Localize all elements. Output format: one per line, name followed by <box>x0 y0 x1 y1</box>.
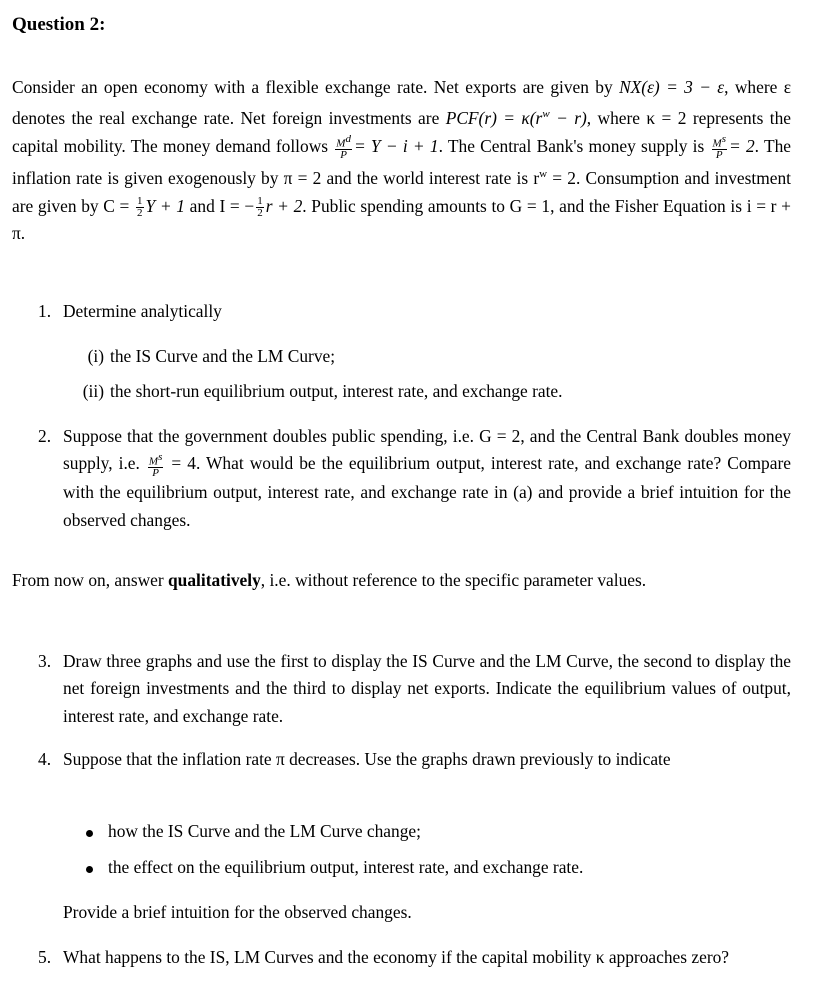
question-2-text: Suppose that the government doubles public spending, i.e. G = 2, and the Central Bank doubles money supply, i.e. $\frac{M^s}{P}$ = 4. What would be the equilibrium output, interest rate, and exchange rate? Compare with the equilibrium output, interest rate, and exchange rate in (a) and provide a brief intuition for the observed changes. <box>63 426 791 530</box>
question-3 <box>38 648 791 730</box>
investment-rest: r + 2 <box>265 195 303 216</box>
intro-text-5-end: = 2. Consumption and investment are given by C = <box>12 168 791 216</box>
pcf-formula: $PCF(r) = \kappa(r^w - r)$ <box>445 108 587 129</box>
intro-text-6: and I = − <box>185 195 255 216</box>
question-heading: Question 2: <box>12 14 106 35</box>
money-supply-new-fraction: $\frac{M^s}{P}$ <box>148 450 163 480</box>
intro-paragraph: Consider an open economy with a flexible exchange rate. Net exports are given by NX(ε) = 3 − ε, where ε denotes the real exchange rate. Net foreign investments are $PCF(r) = \kappa(r^w - r)$, where κ = 2 represents the capital mobility. The money demand follows $\frac{M^d}{P}$ = Y − i + 1. The Central Bank's money supply is $\frac{M^s}{P}$ = 2. The inflation rate is given exogenously by π = 2 and the world interest rate is $r^w = 2$. Consumption and investment are given by C = $\frac{1}{2}$ Y + 1 and I = − $\frac{1}{2}$ r + 2. Public spending amounts to G = 1, and the Fisher Equation is i = r + π. <box>12 77 791 244</box>
question-4-number: 4. <box>38 749 52 769</box>
nx-formula: NX(ε) = 3 − ε <box>619 77 725 97</box>
intro-text-1: Consider an open economy with a flexible exchange rate. Net exports are given by <box>12 77 613 97</box>
qualitatively-emphasis: qualitatively <box>168 570 261 590</box>
question-4 <box>38 746 791 773</box>
question-1-text: Determine analytically <box>63 301 222 321</box>
consumption-rest: Y + 1 <box>145 195 185 216</box>
question-2 <box>38 423 791 534</box>
intro-text-4: . The Central Bank's money supply is <box>438 135 705 156</box>
qualitative-paragraph: From now on, answer qualitatively, i.e. without reference to the specific parameter values. <box>12 570 647 590</box>
question-2-number: 2. <box>38 426 52 446</box>
question-3-text: Draw three graphs and use the first to display the IS Curve and the LM Curve, the second to display the net foreign investments and the third to display net exports. Indicate the equilibrium values of output, interest rate, and exchange rate. <box>63 651 791 726</box>
question-1-sub-ii: (ii) the short-run equilibrium output, interest rate, and exchange rate. <box>82 381 563 401</box>
money-supply-fraction: $\frac{M^s}{P}$ <box>712 132 726 162</box>
question-4-text: Suppose that the inflation rate π decreases. Use the graphs drawn previously to indicate <box>63 749 671 769</box>
intro-text-7: . Public spending amounts to G = 1, and the Fisher Equation is i = r + π. <box>12 195 791 244</box>
money-demand-rhs: = Y − i + 1 <box>353 135 439 156</box>
question-1-sub-i: (i) the IS Curve and the LM Curve; <box>87 346 336 366</box>
half-fraction-i: $\frac{1}{2}$ <box>257 195 263 220</box>
question-5-number: 5. <box>38 947 52 967</box>
question-5 <box>38 944 791 971</box>
question-4-bullet-1: how the IS Curve and the LM Curve change; <box>88 818 421 845</box>
intro-text-2: , where ε denotes the real exchange rate. Net foreign investments are <box>12 77 791 129</box>
intro-text-3: , where κ = 2 represents the capital mobility. The money demand follows <box>12 108 791 156</box>
money-demand-fraction: $\frac{M^d}{P}$ <box>336 132 351 162</box>
question-3-number: 3. <box>38 651 52 671</box>
question-1-number: 1. <box>38 301 52 321</box>
question-4-bullet-2: the effect on the equilibrium output, interest rate, and exchange rate. <box>88 854 583 881</box>
money-supply-rhs: = 2 <box>728 135 755 156</box>
question-5-text: What happens to the IS, LM Curves and the economy if the capital mobility κ approaches zero? <box>63 947 730 967</box>
bullet-icon <box>86 866 93 873</box>
question-4-closing: Provide a brief intuition for the observed changes. <box>63 902 412 922</box>
question-1 <box>38 298 791 325</box>
half-fraction-c: $\frac{1}{2}$ <box>137 195 143 220</box>
bullet-icon <box>86 830 93 837</box>
intro-text-5: . The inflation rate is given exogenously by π = 2 and the world interest rate is r <box>12 135 791 189</box>
